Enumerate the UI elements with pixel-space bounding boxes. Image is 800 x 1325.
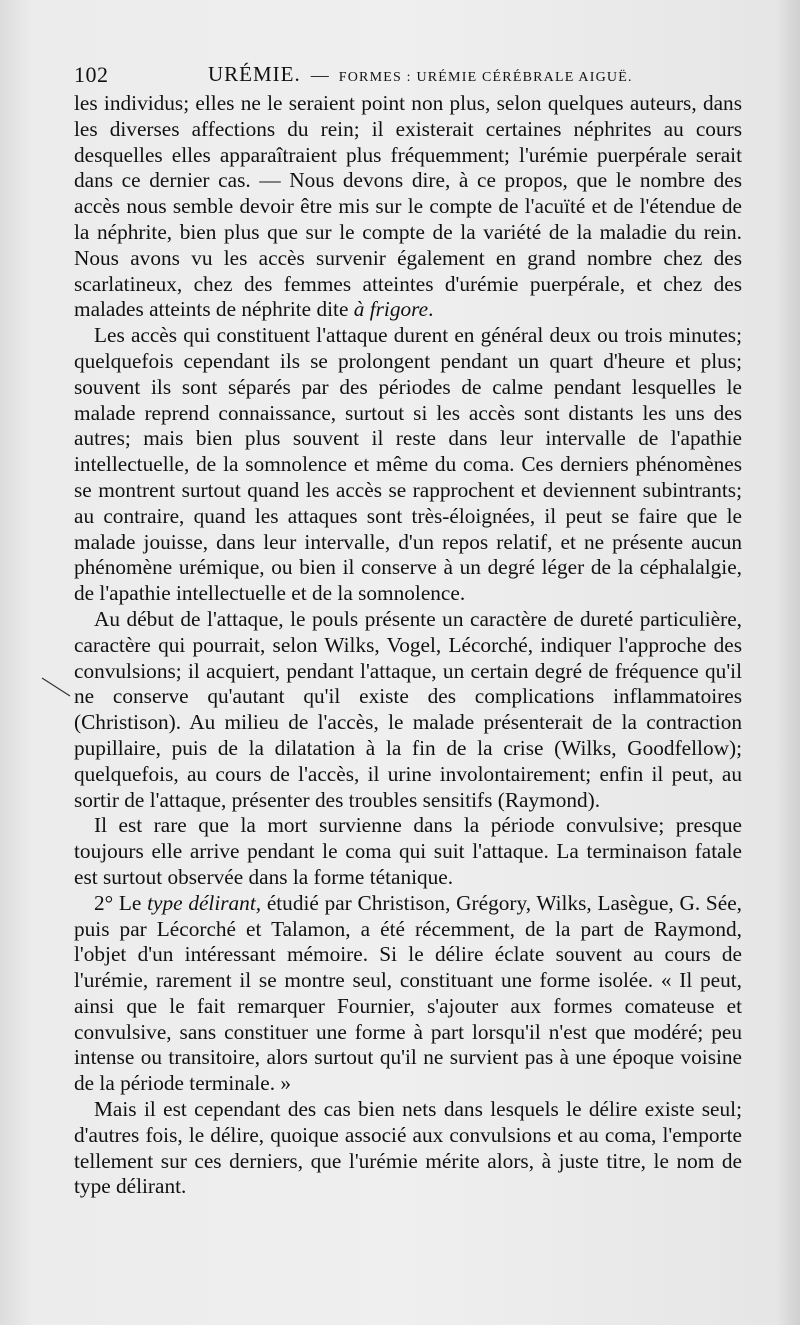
paragraph-3: Au début de l'attaque, le pouls présente un caractère de dureté particulière, caractère qui pourrait, selon Wilks, Vogel, Lécorché, indiquer l'approche des convulsions; il acquiert, pendant l'attaque, un certain degré de fréquence qu'il ne conserve qu'autant qu'il existe des complications inflammatoires (Christison). Au milieu de l'accès, le malade présenterait de la contraction pupillaire, puis de la dilatation à la fin de la crise (Wilks, Goodfellow); quelquefois, au cours de l'accès, il urine involontairement; enfin il peut, au sortir de l'attaque, présenter des troubles sensitifs (Raymond). (74, 606, 742, 812)
paragraph-1-italic: à frigore (353, 297, 429, 322)
paragraph-6: Mais il est cependant des cas bien nets dans lesquels le délire existe seul; d'autres fois, le délire, quoique associé aux convulsions et au coma, l'emporte tellement sur ces derniers, que l'urémie mérite alors, à juste titre, le nom de type délirant. (74, 1097, 742, 1199)
body-text (74, 91, 742, 1200)
running-head (208, 62, 633, 87)
paragraph-1-end: . (428, 297, 434, 322)
running-head-subtitle: FORMES : URÉMIE CÉRÉBRALE AIGUË. (338, 70, 633, 85)
margin-pencil-mark (40, 676, 76, 698)
page-header (74, 62, 742, 88)
paragraph-5 (74, 891, 742, 1097)
paragraph-5-text: étudié par Christison, Grégory, Wilks, Lasègue, G. Sée, puis par Lécorché et Talamon, a été récemment, de la part de Raymond, l'objet d'un intéressant mémoire. Si le délire éclate souvent au cours de l'urémie, rarement il se montre seul, constituant une forme isolée. « Il peut, ainsi que le fait remarquer Fournier, s'ajouter aux formes comateuse et convulsive, sans constituer une forme à part lorsqu'il n'est que modéré; peu intense ou transitoire, alors surtout qu'il ne survient pas à une époque voisine de la période terminale. » (74, 890, 742, 1096)
paragraph-2: Les accès qui constituent l'attaque durent en général deux ou trois minutes; quelquefois cependant ils se prolongent pendant un quart d'heure et plus; souvent ils sont séparés par des périodes de calme pendant lesquelles le malade reprend connaissance, surtout si les accès sont distants les uns des autres; mais bien plus souvent il reste dans leur intervalle de l'apathie intellectuelle, de la somnolence et même du coma. Ces derniers phénomènes se montrent surtout quand les accès se rapprochent et deviennent subintrants; au contraire, quand les attaques sont très-éloignées, il peut se faire que le malade jouisse, dans leur intervalle, d'un repos relatif, et ne présente aucun phénomène urémique, ou bien il conserve à un degré léger de la céphalalgie, de l'apathie intellectuelle et de la somnolence. (74, 323, 742, 606)
page-number: 102 (74, 62, 109, 87)
paragraph-1-text: les individus; elles ne le seraient point non plus, selon quelques auteurs, dans les diverses affections du rein; il existerait certaines néphrites au cours desquelles elles apparaîtraient plus fréquemment; l'urémie puerpérale serait dans ce dernier cas. — Nous devons dire, à ce propos, que le nombre des accès nous semble devoir être mis sur le compte de l'acuïté et de l'étendue de la néphrite, bien plus que sur le compte de la variété de la maladie du rein. Nous avons vu les accès survenir également en grand nombre chez des scarlatineux, chez des femmes atteintes d'urémie puerpérale, et chez des malades atteints de néphrite dite (74, 91, 742, 322)
paragraph-4: Il est rare que la mort survienne dans la période convulsive; presque toujours elle arrive pendant le coma qui suit l'attaque. La terminaison fatale est surtout observée dans la forme tétanique. (74, 813, 742, 889)
running-head-title: URÉMIE. (208, 62, 301, 86)
paragraph-5-italic: type délirant, (147, 890, 262, 915)
running-head-dash: — (310, 65, 329, 85)
paragraph-1 (74, 91, 742, 323)
paragraph-5-start: 2° Le (94, 890, 148, 915)
